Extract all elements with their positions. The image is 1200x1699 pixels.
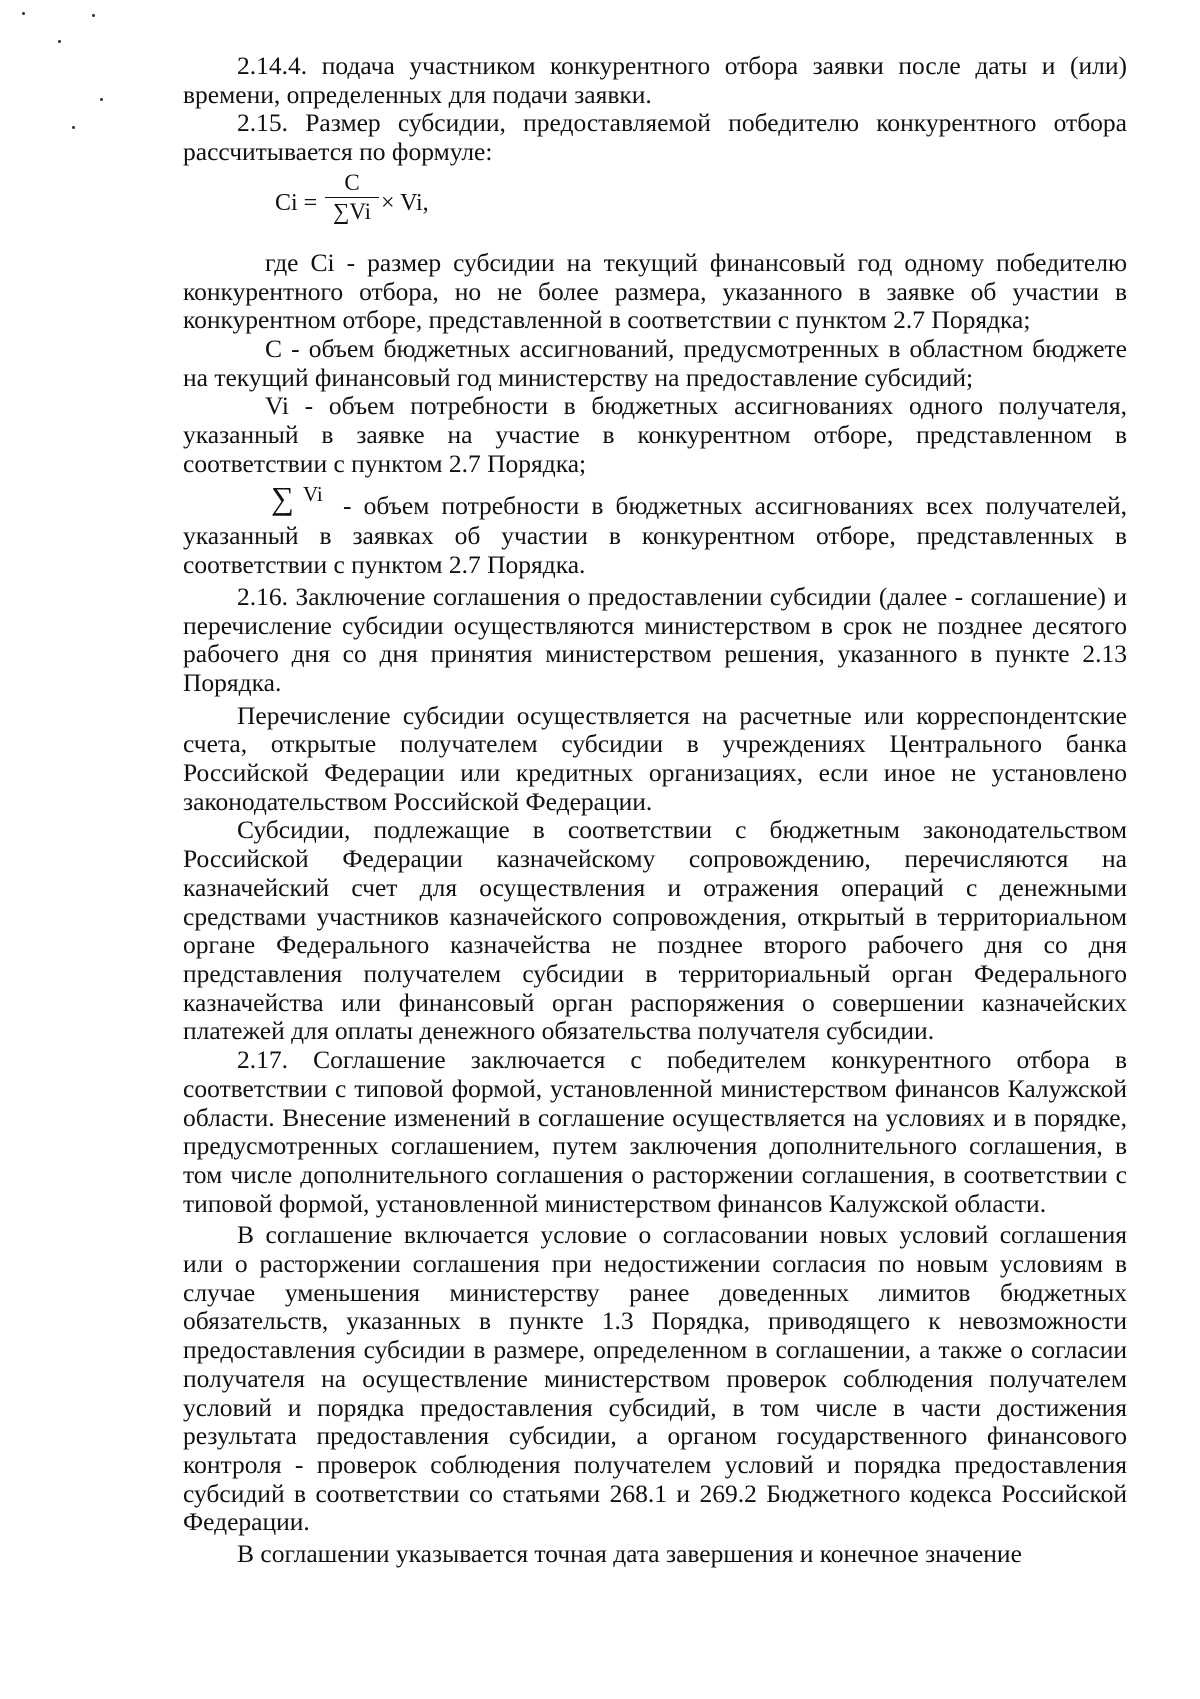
scan-speck [92, 14, 95, 17]
paragraph-agreement-date: В соглашении указывается точная дата завершения и конечное значение [237, 1539, 1022, 1569]
paragraph-2-15: 2.15. Размер субсидии, предоставляемой победителю конкурентного отбора рассчитывается по формуле: [183, 108, 1127, 167]
formula-fraction [325, 169, 379, 225]
sum-vi: Vi [303, 482, 323, 507]
paragraph-2-14-4: 2.14.4. подача участником конкурентного отбора заявки после даты и (или) времени, определенных для подачи заявки. [183, 51, 1127, 109]
scan-speck [72, 126, 75, 129]
scan-speck [22, 12, 25, 15]
document-page [183, 52, 1127, 1569]
formula-rhs: × Vi, [381, 189, 429, 216]
paragraph-transfer: Перечисление субсидии осуществляется на расчетные или корреспондентские счета, открытые получателем субсидии в учреждениях Центрального банка Российской Федерации или кредитных организациях, если иное не установлено законодательством Российской Федерации. [183, 700, 1127, 816]
paragraph-2-16: 2.16. Заключение соглашения о предоставлении субсидии (далее - соглашение) и перечисление субсидии осуществляются министерством в срок не позднее десятого рабочего дня со дня принятия министерством решения, указанного в пункте 2.13 Порядка. [183, 581, 1127, 697]
formula-lhs: Ci = [275, 189, 318, 216]
definition-c: С - объем бюджетных ассигнований, предусмотренных в областном бюджете на текущий финансовый год министерству на предоставление субсидий; [183, 333, 1127, 392]
scan-speck [100, 98, 103, 101]
formula-numerator: C [325, 169, 379, 198]
paragraph-agreement-conditions: В соглашение включается условие о согласовании новых условий соглашения или о расторжении соглашения при недостижении согласия по новым условиям в случае уменьшения министерству ранее доведенных лимитов бюджетных обязательств, указанных в пункте 1.3 Порядка, приводящего к невозможности предоставления субсидии в размере, определенном в соглашении, а также о согласии получателя на осуществление министерством проверок соблюдения получателем условий и порядка предоставления субсидий, в том числе в части достижения результата предоставления субсидии, а органом государственного финансового контроля - проверок соблюдения получателем условий и порядка предоставления субсидий в соответствии со статьями 268.1 и 269.2 Бюджетного кодекса Российской Федерации. [183, 1220, 1127, 1537]
sum-text-rest: указанный в заявках об участии в конкурентном отборе, представленных в соответствии с пунктом 2.7 Порядка. [183, 521, 1127, 580]
paragraph-2-17: 2.17. Соглашение заключается с победителем конкурентного отбора в соответствии с типовой формой, установленной министерством финансов Калужской области. Внесение изменений в соглашение осуществляется на условиях и в порядке, предусмотренных соглашением, путем заключения дополнительного соглашения, в том числе дополнительного соглашения о расторжении соглашения, в соответствии с типовой формой, установленной министерством финансов Калужской области. [183, 1045, 1127, 1218]
subsidy-formula [183, 169, 1127, 243]
formula-denominator: ∑Vi [332, 198, 371, 224]
definition-sum-vi [183, 480, 1127, 522]
definition-ci: где Ci - размер субсидии на текущий финансовый год одному победителю конкурентного отбора, но не более размера, указанного в заявке об участии в конкурентном отборе, представленной в соответствии с пунктом 2.7 Порядка; [183, 247, 1127, 335]
sum-symbol: ∑ [271, 480, 294, 517]
paragraph-treasury: Субсидии, подлежащие в соответствии с бюджетным законодательством Российской Федерации казначейскому сопровождению, перечисляются на казначейский счет для осуществления и отражения операций с денежными средствами участников казначейского сопровождения, открытый в территориальном органе Федерального казначейства не позднее второго рабочего дня со дня представления получателем субсидии в территориальный орган Федерального казначейства или финансовый орган распоряжения о совершении казначейских платежей для оплаты денежного обязательства получателя субсидии. [183, 815, 1127, 1046]
scan-speck [58, 40, 61, 43]
sum-text-first: - объем потребности в бюджетных ассигнованиях всех получателей, [343, 491, 1127, 521]
definition-vi: Vi - объем потребности в бюджетных ассигнованиях одного получателя, указанный в заявке на участие в конкурентном отборе, представленном в соответствии с пунктом 2.7 Порядка; [183, 391, 1127, 478]
